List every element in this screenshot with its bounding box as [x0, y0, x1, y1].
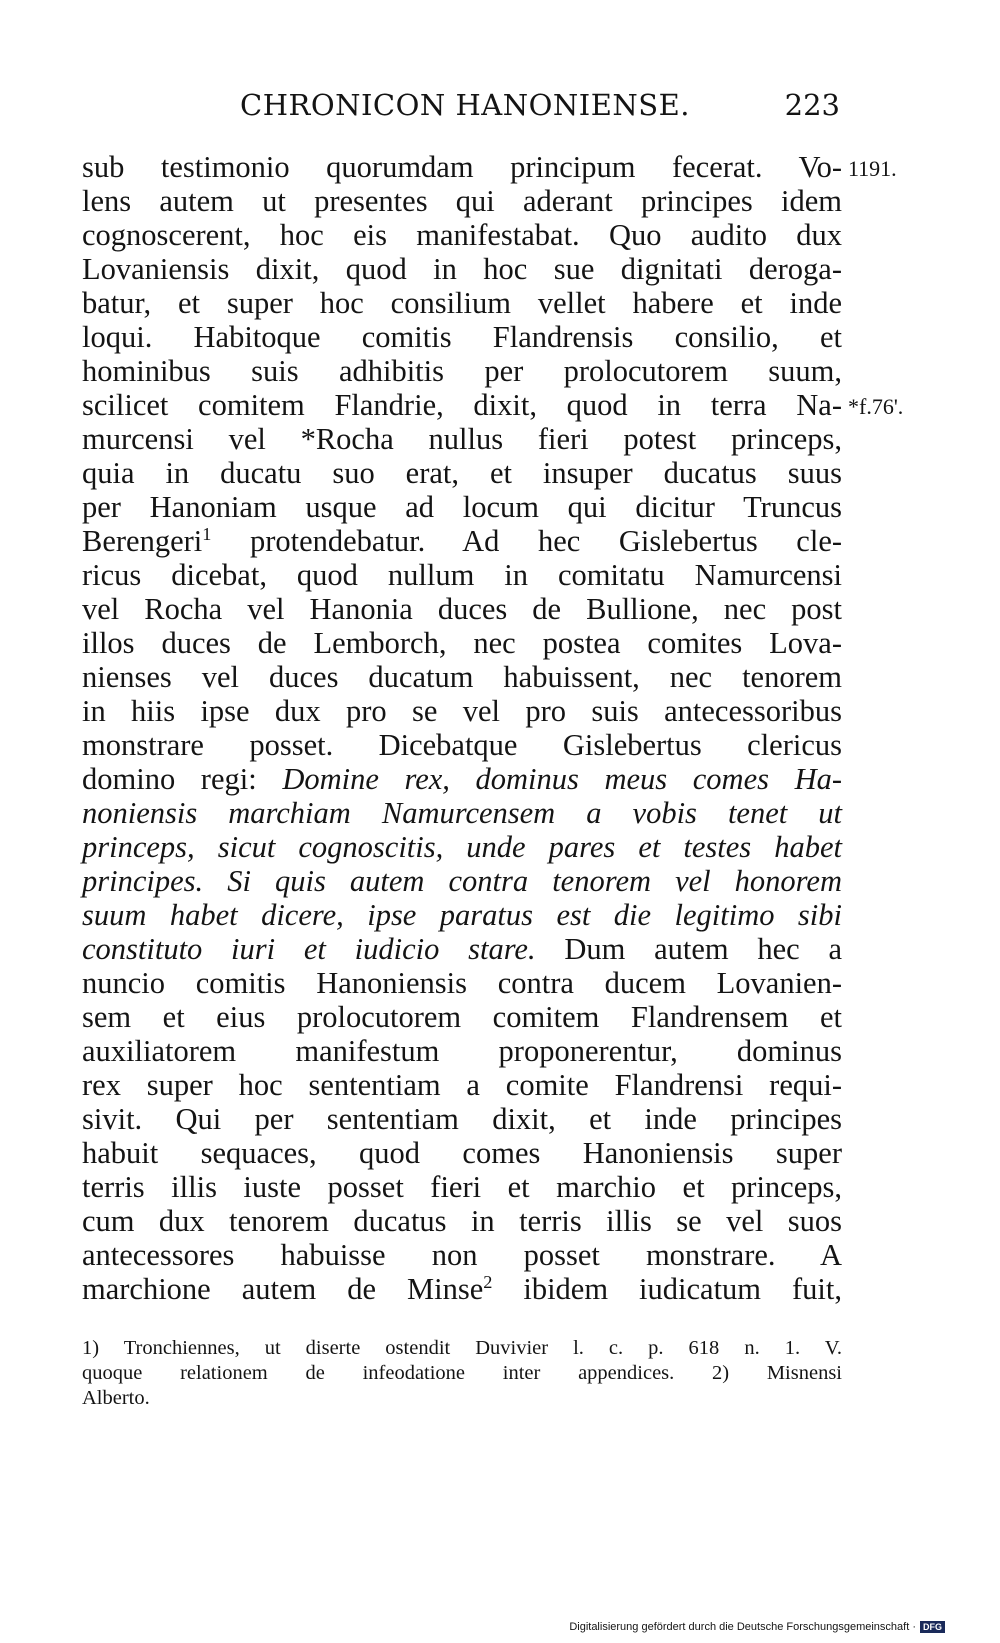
footnote-line: quoque relationem de infeodatione inter appendices. 2) Misnensi — [82, 1362, 842, 1384]
text-line: in hiis ipse dux pro se vel pro suis antecessoribus — [82, 694, 842, 728]
digitization-notice — [569, 1621, 945, 1633]
page-number: 223 — [784, 88, 840, 122]
text-line: illos duces de Lemborch, nec postea comites Lova- — [82, 626, 842, 660]
text-segment: marchione autem de Minse — [82, 1272, 484, 1306]
text-line: murcensi vel *Rocha nullus fieri potest princeps, — [82, 422, 842, 456]
text-line: ricus dicebat, quod nullum in comitatu Namurcensi — [82, 558, 842, 592]
page-header — [240, 88, 840, 128]
text-line: loqui. Habitoque comitis Flandrensis consilio, et — [82, 320, 842, 354]
text-line — [82, 932, 842, 966]
text-line — [82, 524, 842, 558]
text-line: antecessores habuisse non posset monstrare. A — [82, 1238, 842, 1272]
footnote-ref-2: 2 — [483, 1271, 493, 1292]
footnotes — [82, 1336, 842, 1411]
text-line — [82, 1272, 842, 1306]
text-line — [82, 864, 842, 898]
italic-segment: suum habet dicere, ipse paratus est die legitimo sibi — [82, 898, 842, 932]
margin-year: 1191. — [848, 156, 897, 181]
margin-folio: *f.76'. — [848, 394, 904, 419]
text-line — [82, 796, 842, 830]
italic-segment: constituto iuri et iudicio stare. — [82, 932, 536, 966]
text-line: terris illis iuste posset fieri et marchio et princeps, — [82, 1170, 842, 1204]
text-line: batur, et super hoc consilium vellet habere et inde — [82, 286, 842, 320]
main-text — [82, 150, 842, 1306]
running-title: CHRONICON HANONIENSE. — [240, 88, 690, 122]
footnote-ref-1: 1 — [202, 523, 212, 544]
text-line: quia in ducatu suo erat, et insuper ducatus suus — [82, 456, 842, 490]
text-line — [82, 898, 842, 932]
text-line: cum dux tenorem ducatus in terris illis se vel suos — [82, 1204, 842, 1238]
text-segment: protendebatur. Ad hec Gislebertus cle- — [249, 524, 843, 558]
italic-segment: Domine rex, dominus meus comes Ha- — [282, 762, 843, 796]
text-segment: Berengeri — [82, 524, 203, 558]
text-line: nuncio comitis Hanoniensis contra ducem Lovanien- — [82, 966, 842, 1000]
text-segment: Dum autem hec a — [564, 932, 842, 966]
text-line: per Hanoniam usque ad locum qui dicitur Truncus — [82, 490, 842, 524]
dfg-logo: DFG — [920, 1621, 945, 1633]
text-line: habuit sequaces, quod comes Hanoniensis super — [82, 1136, 842, 1170]
text-line: vel Rocha vel Hanonia duces de Bullione, nec post — [82, 592, 842, 626]
footnote-line: 1) Tronchiennes, ut diserte ostendit Duvivier l. c. p. 618 n. 1. V. — [82, 1337, 842, 1359]
text-line — [82, 762, 842, 796]
text-line: sem et eius prolocutorem comitem Flandrensem et — [82, 1000, 842, 1034]
text-line: Lovaniensis dixit, quod in hoc sue dignitati deroga- — [82, 252, 842, 286]
text-line: scilicet comitem Flandrie, dixit, quod in terra Na- — [82, 388, 842, 422]
text-line: monstrare posset. Dicebatque Gislebertus clericus — [82, 728, 842, 762]
italic-segment: princeps, sicut cognoscitis, unde pares et testes habet — [82, 830, 842, 864]
italic-segment: noniensis marchiam Namurcensem a vobis tenet ut — [82, 796, 842, 830]
text-line: sivit. Qui per sententiam dixit, et inde principes — [82, 1102, 842, 1136]
text-line: rex super hoc sententiam a comite Flandrensi requi- — [82, 1068, 842, 1102]
text-line: cognoscerent, hoc eis manifestabat. Quo audito dux — [82, 218, 842, 252]
text-segment: ibidem iudicatum fuit, — [523, 1272, 842, 1306]
text-line: hominibus suis adhibitis per prolocutorem suum, — [82, 354, 842, 388]
text-line: nienses vel duces ducatum habuissent, nec tenorem — [82, 660, 842, 694]
italic-segment: principes. Si quis autem contra tenorem vel honorem — [82, 864, 842, 898]
text-line — [82, 830, 842, 864]
digitization-text: Digitalisierung gefördert durch die Deutsche Forschungsgemeinschaft · — [569, 1621, 916, 1633]
text-segment: domino regi: — [82, 762, 257, 796]
footnote-line: Alberto. — [82, 1387, 150, 1409]
text-line: lens autem ut presentes qui aderant principes idem — [82, 184, 842, 218]
text-line: auxiliatorem manifestum proponerentur, dominus — [82, 1034, 842, 1068]
text-line: sub testimonio quorumdam principum fecerat. Vo- — [82, 150, 842, 184]
